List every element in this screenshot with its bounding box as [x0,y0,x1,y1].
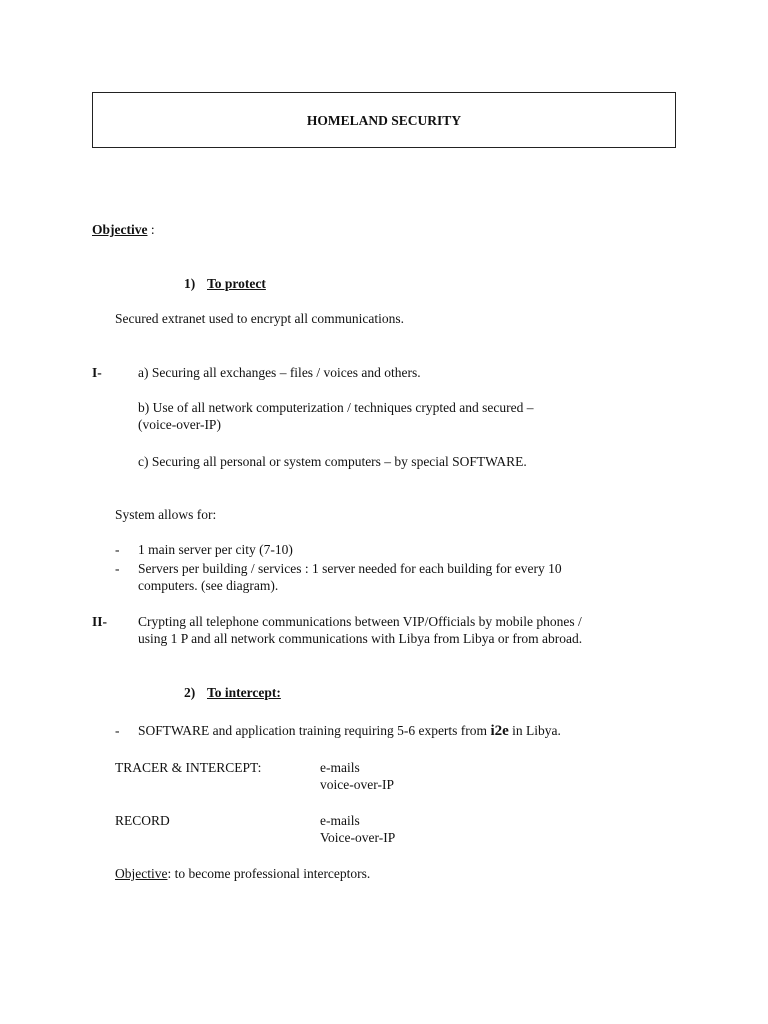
section2-heading: To intercept: [207,685,281,700]
software-text-after: in Libya. [508,723,561,738]
part-i-item-c: c) Securing all personal or system computers – by special SOFTWARE. [138,454,527,469]
objective-label: Objective [92,222,148,237]
software-dash: - [115,723,120,738]
part-ii-line2: using 1 P and all network communications with Libya from Libya or from abroad. [138,631,583,646]
bullet-item-1: 1 main server per city (7-10) [138,542,293,557]
software-brand: i2e [490,723,509,739]
part-i-item-b-line1: b) Use of all network computerization / techniques crypted and secured – [138,400,534,415]
tracer-item-2: voice-over-IP [320,777,394,792]
part-ii-line1: Crypting all telephone communications between VIP/Officials by mobile phones / [138,614,582,629]
section2-number: 2) [184,685,196,700]
record-label: RECORD [115,813,170,828]
part-i-item-a: a) Securing all exchanges – files / voices and others. [138,365,421,380]
part-ii-numeral: II- [92,614,108,629]
closing-objective-text: : to become professional interceptors. [167,866,371,881]
record-item-1: e-mails [320,813,360,828]
bullet-item-2-line1: Servers per building / services : 1 server needed for each building for every 10 [138,561,562,576]
part-i-numeral: I- [92,365,102,380]
bullet-dash-2: - [115,561,120,576]
bullet-dash-1: - [115,542,120,557]
record-item-2: Voice-over-IP [320,830,396,845]
section1-intro: Secured extranet used to encrypt all communications. [115,311,405,326]
objective-suffix: : [147,222,155,237]
closing-objective-label: Objective [115,866,168,881]
section1-heading: To protect [207,276,266,291]
software-text-before: SOFTWARE and application training requiring 5-6 experts from [138,723,491,738]
software-line [138,722,561,740]
closing-objective-line [115,865,370,882]
tracer-label: TRACER & INTERCEPT: [115,760,262,775]
title-box [92,92,676,148]
objective-line [92,221,155,238]
section1-number: 1) [184,276,196,291]
part-i-item-b-line2: (voice-over-IP) [138,417,221,432]
document-title: HOMELAND SECURITY [306,113,462,128]
system-allows: System allows for: [115,507,217,522]
bullet-item-2-line2: computers. (see diagram). [138,578,279,593]
tracer-item-1: e-mails [320,760,360,775]
